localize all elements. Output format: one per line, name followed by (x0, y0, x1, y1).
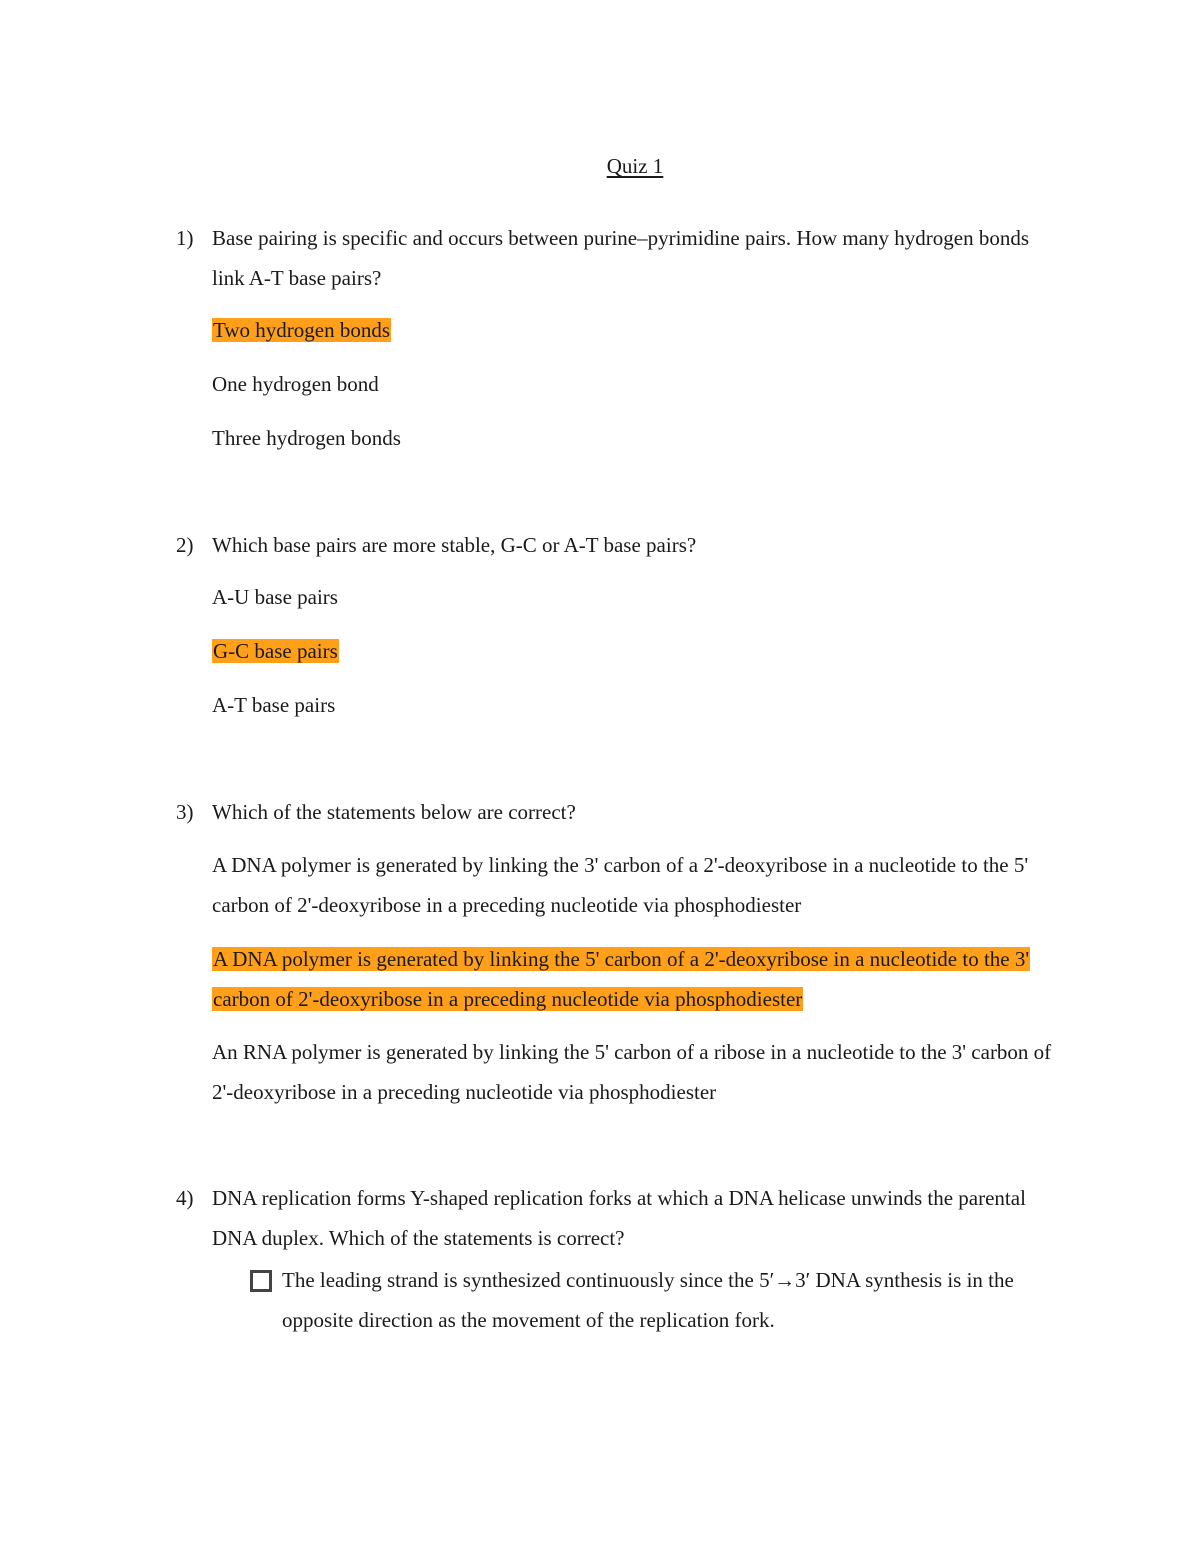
answer-option (212, 418, 1062, 458)
question-2 (176, 525, 1056, 565)
option-text: A DNA polymer is generated by linking the 5' carbon of a 2'-deoxyribose in a nucleotide to the 3' carbon of 2'-deoxyribose in a preceding nucleotide via phosphodiester (213, 947, 1030, 1011)
answer-option (212, 577, 1062, 617)
answer-option-highlighted (212, 631, 1062, 671)
option-text: An RNA polymer is generated by linking the 5' carbon of a ribose in a nucleotide to the 3' carbon of 2'-deoxyribose in a preceding nucleotide via phosphodiester (212, 1040, 1052, 1104)
page-title: Quiz 1 (606, 154, 664, 178)
question-stem: Which of the statements below are correct? (212, 800, 576, 824)
question-3 (176, 792, 1056, 832)
question-1 (176, 218, 1056, 298)
option-text: A DNA polymer is generated by linking the 3' carbon of a 2'-deoxyribose in a nucleotide to the 5' carbon of 2'-deoxyribose in a preceding nucleotide via phosphodiester (212, 853, 1029, 917)
question-number: 2) (176, 533, 194, 557)
answer-option (212, 685, 1062, 725)
question-stem: DNA replication forms Y-shaped replication forks at which a DNA helicase unwinds the parental DNA duplex. Which of the statements is correct? (212, 1186, 1026, 1250)
question-number: 1) (176, 226, 194, 250)
option-text: The leading strand is synthesized continuously since the 5′→3′ DNA synthesis is in the opposite direction as the movement of the replication fork. (282, 1268, 1014, 1332)
option-text: A-U base pairs (212, 585, 338, 609)
question-number: 4) (176, 1186, 194, 1210)
question-stem: Base pairing is specific and occurs between purine–pyrimidine pairs. How many hydrogen bonds link A-T base pairs? (212, 226, 1030, 290)
answer-option-highlighted (212, 310, 1062, 350)
answer-option (212, 845, 1062, 925)
option-text: Three hydrogen bonds (212, 426, 401, 450)
option-text: A-T base pairs (212, 693, 336, 717)
answer-option (212, 1032, 1062, 1112)
option-text: Two hydrogen bonds (213, 318, 391, 342)
checkbox-icon[interactable] (250, 1270, 272, 1292)
question-stem: Which base pairs are more stable, G-C or A-T base pairs? (212, 533, 697, 557)
question-number: 3) (176, 800, 194, 824)
question-4 (176, 1178, 1056, 1258)
answer-option (212, 364, 1062, 404)
answer-option-checkbox[interactable] (248, 1260, 1058, 1340)
answer-option-highlighted (212, 939, 1062, 1019)
option-text: One hydrogen bond (212, 372, 379, 396)
option-text: G-C base pairs (213, 639, 338, 663)
